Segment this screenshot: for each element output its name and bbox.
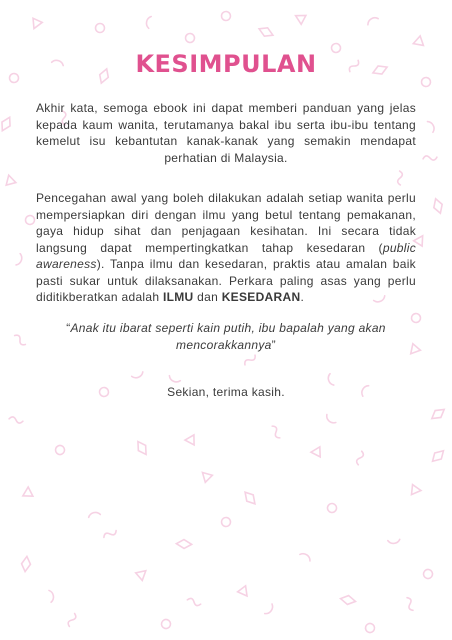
decor-circle <box>8 72 21 85</box>
decor-rhombus <box>430 450 446 462</box>
decor-triangle <box>412 36 424 48</box>
decor-squiggle <box>103 528 118 539</box>
paragraph-prevention <box>36 190 416 306</box>
paragraph-text: Pencegahan awal yang boleh dilakukan adalah setiap wanita perlu mempersiapkan diri dengan ilmu yang betul tentang pemakanan, gaya hidup sihat dan penjagaan kesihatan. Ini secara tidak langsung dapat mempertingkatkan tahap kesedaran ( <box>36 191 416 255</box>
decor-circle <box>327 503 338 514</box>
decor-triangle <box>29 18 42 30</box>
decor-squiggle <box>9 416 24 423</box>
decor-arc <box>265 604 275 616</box>
decor-squiggle <box>67 613 77 628</box>
paragraph-text: ). Tanpa ilmu dan kesedaran, praktis atau amalan baik pasti sukar untuk dilaksanakan. Perkara paling asas yang perlu diditikberatkan adalah <box>36 257 416 304</box>
decor-circle <box>220 10 233 23</box>
decor-arc <box>300 552 312 561</box>
decor-rhombus <box>430 409 445 420</box>
page-title: KESIMPULAN <box>135 50 317 78</box>
decor-triangle <box>199 469 212 482</box>
quote-close-mark: ” <box>271 337 276 352</box>
decor-arc <box>132 372 144 380</box>
decor-squiggle <box>13 334 27 347</box>
keyword-kesedaran: KESEDARAN <box>221 290 301 304</box>
decor-arc <box>366 16 378 25</box>
decor-circle <box>160 618 171 629</box>
decor-rhombus <box>137 440 147 455</box>
decor-triangle <box>293 11 306 24</box>
decor-triangle <box>4 174 16 185</box>
decor-circle <box>25 215 35 225</box>
decor-rhombus <box>258 24 273 40</box>
decor-circle <box>96 24 105 33</box>
decor-circle <box>220 516 232 528</box>
decor-arc <box>49 590 54 602</box>
proverb-quote <box>36 320 416 353</box>
paragraph-text: . <box>300 290 305 304</box>
decor-circle <box>364 622 376 634</box>
decor-rhombus <box>433 199 442 214</box>
decor-rhombus <box>19 556 33 572</box>
decor-triangle <box>23 487 33 496</box>
decor-triangle <box>238 586 251 599</box>
paragraph-text: dan <box>193 290 222 304</box>
italic-term: public awareness <box>36 240 416 271</box>
decor-squiggle <box>187 597 202 606</box>
decor-rhombus <box>244 490 256 506</box>
decor-squiggle <box>270 425 282 439</box>
quote-open-mark: “ <box>66 321 71 335</box>
decor-triangle <box>185 435 194 445</box>
keyword-ilmu: ILMU <box>162 290 194 304</box>
decor-squiggle <box>423 155 438 162</box>
decor-arc <box>427 120 435 132</box>
decor-squiggle <box>405 597 415 612</box>
paragraph-intro: Akhir kata, semoga ebook ini dapat memberi panduan yang jelas kepada kaum wanita, terutamanya bakal ibu serta ibu-ibu tentang kemelut isu kebantutan kanak-kanak yang semakin mendapat perhatian di Malaysia. <box>36 101 416 165</box>
decor-arc <box>16 254 23 266</box>
decor-circle <box>422 568 434 580</box>
decor-rhombus <box>176 537 192 550</box>
decor-circle <box>421 77 431 87</box>
decor-triangle <box>411 485 421 496</box>
decor-triangle <box>311 447 320 457</box>
decor-rhombus <box>0 117 14 132</box>
decor-squiggle <box>356 451 364 466</box>
decor-arc <box>145 16 151 28</box>
decor-triangle <box>136 567 149 580</box>
decor-arc <box>325 414 336 425</box>
decor-rhombus <box>340 593 356 607</box>
decor-circle <box>184 32 197 45</box>
decor-circle <box>54 444 66 456</box>
decor-arc <box>168 376 180 384</box>
closing-line: Sekian, terima kasih. <box>167 385 285 399</box>
decor-squiggle <box>243 353 257 366</box>
decor-arc <box>388 539 400 544</box>
decor-arc <box>88 511 100 517</box>
quote-text: Anak itu ibarat seperti kain putih, ibu bapalah yang akan mencorakkannya <box>70 321 386 352</box>
decor-squiggle <box>397 171 403 185</box>
